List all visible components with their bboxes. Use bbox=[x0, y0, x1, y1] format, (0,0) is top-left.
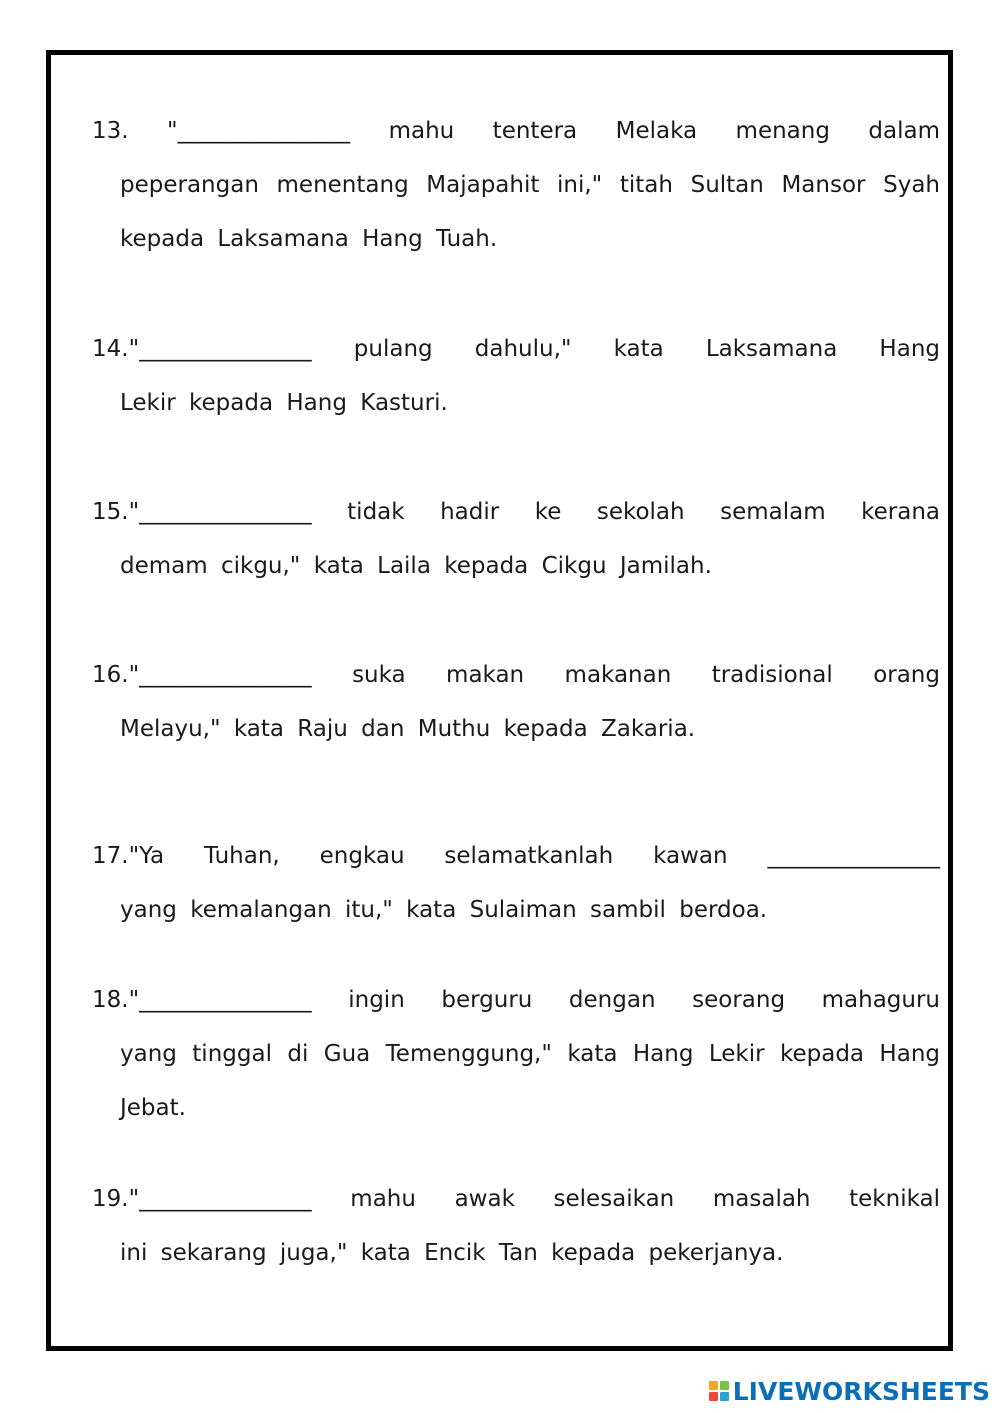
question-line: 17."Ya Tuhan, engkau selamatkanlah kawan _______________ bbox=[92, 843, 940, 869]
liveworksheets-brand[interactable] bbox=[709, 1373, 990, 1409]
question-17 bbox=[92, 829, 940, 937]
question-line: peperangan menentang Majapahit ini," titah Sultan Mansor Syah bbox=[120, 172, 940, 198]
question-line: 16."_______________ suka makan makanan tradisional orang bbox=[92, 662, 940, 688]
logo-tile bbox=[720, 1381, 729, 1390]
logo-tile bbox=[709, 1392, 718, 1401]
question-13 bbox=[92, 104, 940, 266]
brand-wordmark: LIVEWORKSHEETS bbox=[732, 1376, 990, 1406]
question-line: yang kemalangan itu," kata Sulaiman sambil berdoa. bbox=[120, 897, 768, 923]
logo-tile bbox=[720, 1392, 729, 1401]
logo-tile bbox=[709, 1381, 718, 1390]
question-line: 15."_______________ tidak hadir ke sekolah semalam kerana bbox=[92, 499, 940, 525]
question-14 bbox=[92, 322, 940, 430]
question-line: 19."_______________ mahu awak selesaikan masalah teknikal bbox=[92, 1186, 940, 1212]
question-line: kepada Laksamana Hang Tuah. bbox=[120, 226, 498, 252]
liveworksheets-logo-icon bbox=[709, 1381, 729, 1401]
question-line: yang tinggal di Gua Temenggung," kata Hang Lekir kepada Hang bbox=[120, 1041, 940, 1067]
question-line: 14."_______________ pulang dahulu," kata Laksamana Hang bbox=[92, 336, 940, 362]
question-line: Jebat. bbox=[120, 1095, 186, 1121]
question-18 bbox=[92, 973, 940, 1135]
question-19 bbox=[92, 1172, 940, 1280]
question-line: 13. "_______________ mahu tentera Melaka menang dalam bbox=[92, 118, 940, 144]
question-line: Lekir kepada Hang Kasturi. bbox=[120, 390, 448, 416]
question-15 bbox=[92, 485, 940, 593]
question-16 bbox=[92, 648, 940, 756]
question-line: 18."_______________ ingin berguru dengan seorang mahaguru bbox=[92, 987, 940, 1013]
question-line: demam cikgu," kata Laila kepada Cikgu Jamilah. bbox=[120, 553, 712, 579]
question-line: ini sekarang juga," kata Encik Tan kepada pekerjanya. bbox=[120, 1240, 784, 1266]
question-line: Melayu," kata Raju dan Muthu kepada Zakaria. bbox=[120, 716, 696, 742]
